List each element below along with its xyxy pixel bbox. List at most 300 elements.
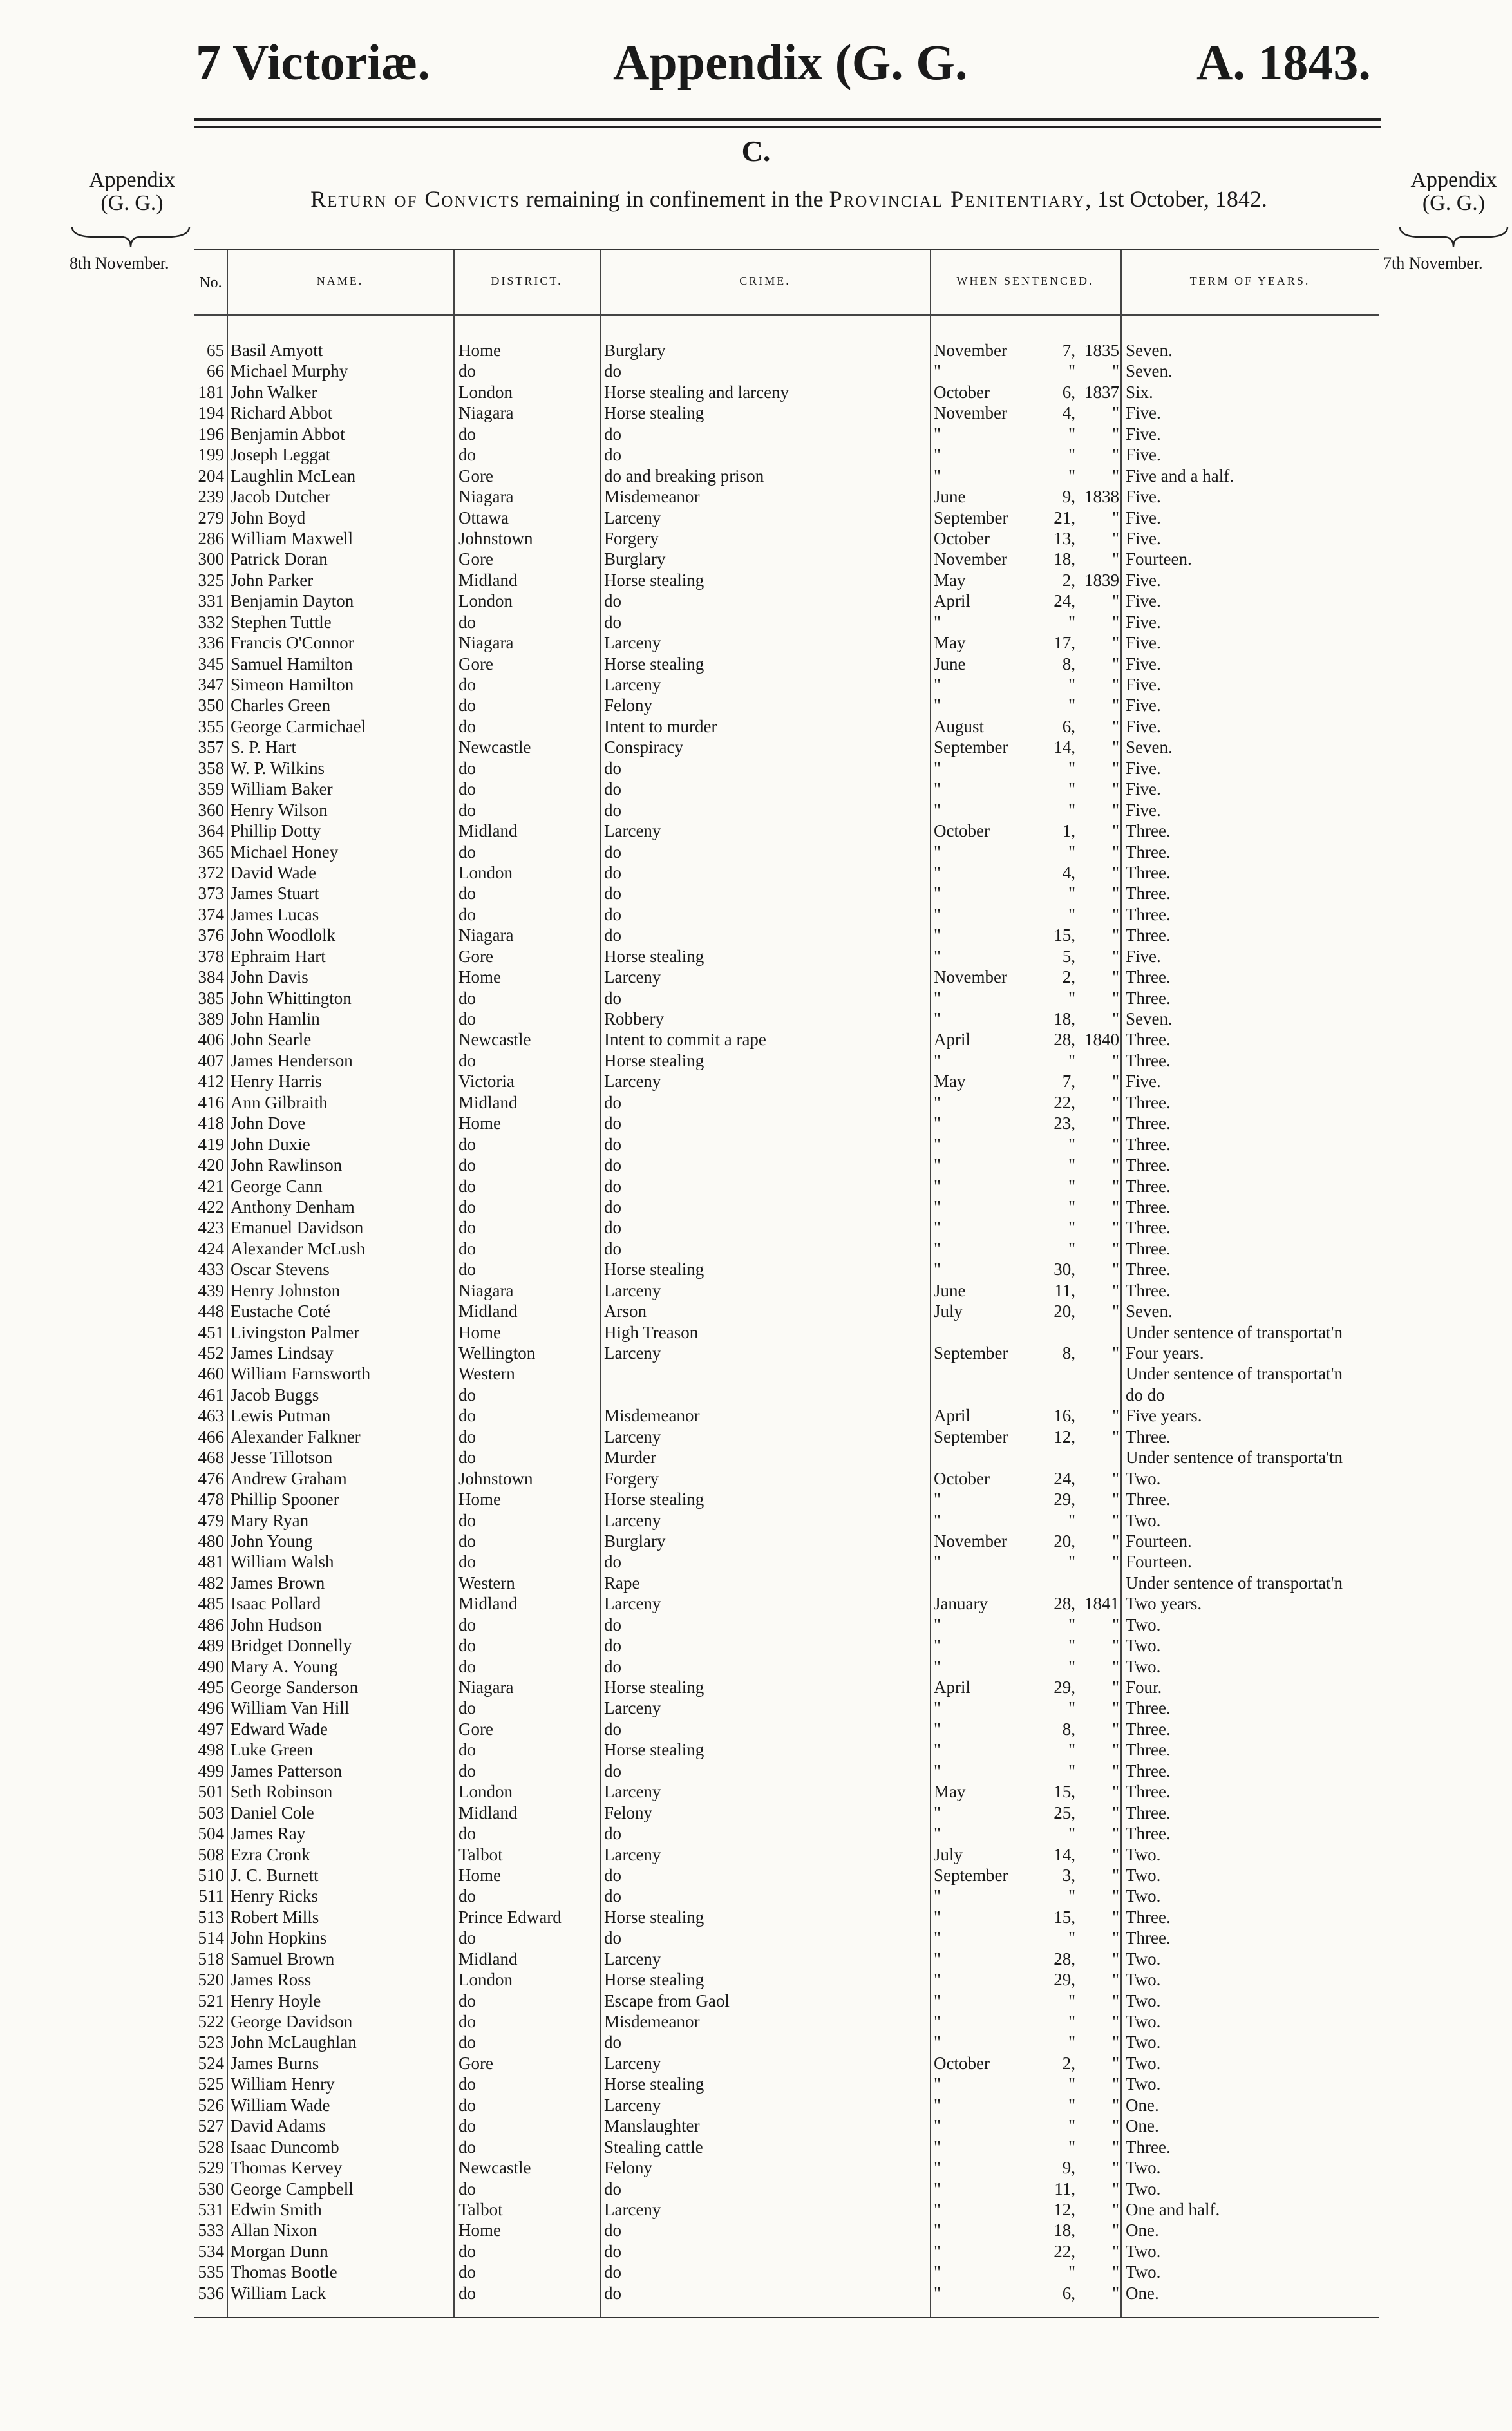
district: Western — [458, 1573, 515, 1593]
row-number: 378 — [198, 946, 224, 966]
district: do — [458, 1740, 476, 1760]
crime: Horse stealing — [604, 1678, 704, 1697]
sentence-year: 1835 — [1084, 341, 1119, 360]
sentence-year: " — [1111, 1949, 1119, 1969]
district: do — [458, 2012, 476, 2031]
district: London — [458, 382, 513, 402]
table-row — [194, 1155, 1379, 1175]
sentence-year: " — [1111, 528, 1119, 548]
row-number: 466 — [198, 1426, 224, 1446]
sentence-day: 7, — [1062, 341, 1075, 360]
table-row — [194, 1259, 1379, 1280]
table-row — [194, 570, 1379, 591]
convict-name: Samuel Hamilton — [231, 654, 353, 674]
crime: Escape from Gaol — [604, 1991, 730, 2010]
term-of-years: Two. — [1126, 1656, 1161, 1676]
sentence-year: " — [1111, 904, 1119, 924]
table-row — [194, 1844, 1379, 1865]
sentence-month: " — [934, 361, 941, 381]
convict-name: John Boyd — [231, 507, 306, 527]
table-row — [194, 2199, 1379, 2220]
sentence-day: " — [1068, 1197, 1075, 1216]
sentence-year: " — [1111, 654, 1119, 674]
sentence-year: " — [1111, 946, 1119, 966]
table-row — [194, 1886, 1379, 1906]
table-row — [194, 988, 1379, 1008]
sentence-year: " — [1111, 1197, 1119, 1216]
sentence-year: 1840 — [1084, 1030, 1119, 1050]
district: do — [458, 1531, 476, 1551]
term-of-years: Two. — [1126, 2012, 1161, 2031]
sentence-year: " — [1111, 1301, 1119, 1321]
table-row — [194, 2137, 1379, 2157]
sentence-day: " — [1068, 1155, 1075, 1175]
table-row — [194, 716, 1379, 737]
sentence-month: October — [934, 821, 990, 841]
sentence-day: 16, — [1054, 1406, 1075, 1426]
term-of-years: Fourteen. — [1126, 1552, 1192, 1572]
term-of-years: Three. — [1126, 1238, 1171, 1258]
row-number: 499 — [198, 1761, 224, 1781]
sentence-month: " — [934, 904, 941, 924]
row-number: 514 — [198, 1928, 224, 1948]
sentence-month: " — [934, 1155, 941, 1175]
convict-name: Joseph Leggat — [231, 445, 331, 465]
sentence-day: " — [1068, 842, 1075, 862]
sentence-month: " — [934, 1009, 941, 1028]
table-row — [194, 1092, 1379, 1113]
term-of-years: do do — [1126, 1385, 1165, 1405]
sentence-day: 12, — [1054, 2199, 1075, 2219]
term-of-years: Three. — [1126, 1907, 1171, 1927]
sentence-year: " — [1111, 1678, 1119, 1697]
district: do — [458, 1050, 476, 1070]
district: Gore — [458, 946, 493, 966]
table-row — [194, 1134, 1379, 1155]
term-of-years: Five. — [1126, 800, 1161, 820]
row-number: 489 — [198, 1636, 224, 1656]
sentence-year: 1837 — [1084, 382, 1119, 402]
table-row — [194, 340, 1379, 361]
sentence-day: " — [1068, 1552, 1075, 1572]
district: Home — [458, 2220, 501, 2240]
crime: do — [604, 1155, 621, 1175]
convict-name: John Woodlolk — [231, 925, 336, 945]
sentence-day: " — [1068, 904, 1075, 924]
sentence-day: " — [1068, 1636, 1075, 1656]
crime: High Treason — [604, 1322, 699, 1342]
table-row — [194, 842, 1379, 862]
term-of-years: Under sentence of transporta'tn — [1126, 1448, 1343, 1468]
table-row — [194, 2157, 1379, 2178]
sentence-month: April — [934, 591, 970, 611]
sentence-year: " — [1111, 1260, 1119, 1280]
row-number: 478 — [198, 1490, 224, 1509]
header-rule-thin — [194, 126, 1381, 128]
district: do — [458, 1824, 476, 1844]
district: do — [458, 800, 476, 820]
crime: do — [604, 1113, 621, 1133]
convict-name: Jesse Tillotson — [231, 1448, 333, 1468]
sentence-month: " — [934, 925, 941, 945]
table-row — [194, 591, 1379, 611]
term-of-years: One. — [1126, 2220, 1159, 2240]
term-of-years: Seven. — [1126, 341, 1173, 360]
sentence-year: " — [1111, 2053, 1119, 2073]
sentence-day: 22, — [1054, 2241, 1075, 2261]
term-of-years: Three. — [1126, 1113, 1171, 1133]
sentence-month: " — [934, 988, 941, 1008]
row-number: 522 — [198, 2012, 224, 2031]
convict-name: Jacob Buggs — [231, 1385, 319, 1405]
row-number: 376 — [198, 925, 224, 945]
sentence-year: " — [1111, 1552, 1119, 1572]
crime: do — [604, 758, 621, 778]
term-of-years: Five. — [1126, 779, 1161, 799]
convict-name: Richard Abbot — [231, 403, 333, 423]
table-row — [194, 1322, 1379, 1343]
convict-name: Edwin Smith — [231, 2199, 322, 2219]
convict-name: Patrick Doran — [231, 549, 328, 569]
convict-name: Mary A. Young — [231, 1656, 338, 1676]
row-number: 535 — [198, 2262, 224, 2282]
row-number: 347 — [198, 675, 224, 694]
row-number: 528 — [198, 2137, 224, 2157]
table-row — [194, 2220, 1379, 2240]
row-number: 518 — [198, 1949, 224, 1969]
sentence-year: " — [1111, 1155, 1119, 1175]
convict-name: William Van Hill — [231, 1698, 350, 1718]
table-row — [194, 654, 1379, 674]
district: do — [458, 445, 476, 465]
sentence-year: " — [1111, 1343, 1119, 1363]
convict-name: Henry Harris — [231, 1072, 322, 1092]
row-number: 345 — [198, 654, 224, 674]
table-row — [194, 1614, 1379, 1635]
sentence-day: " — [1068, 424, 1075, 444]
convict-name: William Lack — [231, 2283, 326, 2303]
term-of-years: Three. — [1126, 1802, 1171, 1822]
district: do — [458, 758, 476, 778]
sentence-year: 1841 — [1084, 1594, 1119, 1614]
sentence-month: " — [934, 2283, 941, 2303]
sentence-day: 1, — [1062, 821, 1075, 841]
header-appendix: Appendix (G. G. — [613, 34, 968, 90]
table-row — [194, 1865, 1379, 1886]
sentence-month: " — [934, 884, 941, 903]
table-row — [194, 925, 1379, 945]
district: Niagara — [458, 633, 514, 653]
row-number: 384 — [198, 967, 224, 987]
table-row — [194, 1739, 1379, 1760]
row-number: 358 — [198, 758, 224, 778]
sentence-day: " — [1068, 1510, 1075, 1530]
crime: do — [604, 1824, 621, 1844]
table-row — [194, 1029, 1379, 1050]
sentence-day: " — [1068, 1991, 1075, 2010]
crime: do — [604, 2283, 621, 2303]
district: Midland — [458, 821, 518, 841]
sentence-month: " — [934, 800, 941, 820]
convict-name: Isaac Duncomb — [231, 2137, 339, 2157]
term-of-years: Three. — [1126, 1782, 1171, 1802]
row-number: 463 — [198, 1406, 224, 1426]
sentence-year: " — [1111, 842, 1119, 862]
district: Niagara — [458, 487, 514, 507]
term-of-years: Three. — [1126, 1719, 1171, 1739]
sentence-year: " — [1111, 1740, 1119, 1760]
convict-name: James Lindsay — [231, 1343, 334, 1363]
sentence-year: " — [1111, 1824, 1119, 1844]
table-row — [194, 2095, 1379, 2115]
table-row — [194, 1343, 1379, 1363]
term-of-years: Fourteen. — [1126, 549, 1192, 569]
sentence-day: 14, — [1054, 1844, 1075, 1864]
convict-name: John Davis — [231, 967, 308, 987]
row-number: 523 — [198, 2032, 224, 2052]
term-of-years: Three. — [1126, 1490, 1171, 1509]
convict-name: Isaac Pollard — [231, 1594, 321, 1614]
convict-name: John Hopkins — [231, 1928, 327, 1948]
crime: Larceny — [604, 1698, 661, 1718]
convict-name: J. C. Burnett — [231, 1865, 319, 1885]
sentence-day: " — [1068, 445, 1075, 465]
sentence-year: " — [1111, 716, 1119, 736]
convict-name: Henry Wilson — [231, 800, 328, 820]
table-row — [194, 737, 1379, 757]
row-number: 498 — [198, 1740, 224, 1760]
row-number: 526 — [198, 2095, 224, 2115]
district: do — [458, 2179, 476, 2199]
sentence-day: " — [1068, 800, 1075, 820]
convict-name: Francis O'Connor — [231, 633, 354, 653]
crime: do — [604, 779, 621, 799]
sentence-month: " — [934, 1113, 941, 1133]
crime: do — [604, 1865, 621, 1885]
table-row — [194, 1781, 1379, 1802]
sentence-month: September — [934, 1343, 1008, 1363]
term-of-years: Under sentence of transportat'n — [1126, 1364, 1343, 1384]
convict-name: Edward Wade — [231, 1719, 328, 1739]
convict-name: Benjamin Dayton — [231, 591, 354, 611]
term-of-years: Five. — [1126, 487, 1161, 507]
district: London — [458, 862, 513, 882]
sentence-year: " — [1111, 2137, 1119, 2157]
crime: do — [604, 1552, 621, 1572]
row-number: 385 — [198, 988, 224, 1008]
term-of-years: Three. — [1126, 1197, 1171, 1216]
district: do — [458, 2137, 476, 2157]
term-of-years: Six. — [1126, 382, 1153, 402]
row-number: 468 — [198, 1448, 224, 1468]
district: London — [458, 1782, 513, 1802]
sentence-year: " — [1111, 2262, 1119, 2282]
term-of-years: Two. — [1126, 2032, 1161, 2052]
district: do — [458, 695, 476, 715]
district: do — [458, 1698, 476, 1718]
convict-name: William Walsh — [231, 1552, 334, 1572]
sentence-year: " — [1111, 695, 1119, 715]
sentence-year: " — [1111, 1865, 1119, 1885]
sentence-day: " — [1068, 1050, 1075, 1070]
term-of-years: Two. — [1126, 2179, 1161, 2199]
side-label-left-line2: (G. G.) — [100, 191, 164, 215]
sentence-year: " — [1111, 1656, 1119, 1676]
sentence-month: September — [934, 1426, 1008, 1446]
crime: Larceny — [604, 1844, 661, 1864]
crime: Larceny — [604, 1280, 661, 1300]
table-row — [194, 2262, 1379, 2282]
convict-name: Andrew Graham — [231, 1468, 347, 1488]
crime: Felony — [604, 1802, 653, 1822]
crime: Horse stealing — [604, 1050, 704, 1070]
term-of-years: Three. — [1126, 1050, 1171, 1070]
crime: do — [604, 1886, 621, 1906]
term-of-years: Two. — [1126, 1468, 1161, 1488]
district: do — [458, 612, 476, 632]
term-of-years: Three. — [1126, 1092, 1171, 1112]
row-number: 529 — [198, 2158, 224, 2178]
table-row — [194, 1280, 1379, 1301]
district: do — [458, 1176, 476, 1196]
term-of-years: Five. — [1126, 591, 1161, 611]
title-part-3: Provincial Penitentiary — [829, 186, 1086, 212]
sentence-month: " — [934, 1740, 941, 1760]
district: Gore — [458, 466, 493, 486]
term-of-years: Three. — [1126, 1155, 1171, 1175]
district: do — [458, 779, 476, 799]
sentence-month: April — [934, 1406, 970, 1426]
crime: Horse stealing — [604, 1260, 704, 1280]
district: do — [458, 675, 476, 694]
district: Niagara — [458, 1678, 514, 1697]
crime: Horse stealing and larceny — [604, 382, 789, 402]
sentence-year: " — [1111, 591, 1119, 611]
sentence-month: " — [934, 1197, 941, 1216]
sentence-year: " — [1111, 1050, 1119, 1070]
district: Midland — [458, 1092, 518, 1112]
crime: Larceny — [604, 675, 661, 694]
term-of-years: Two. — [1126, 1510, 1161, 1530]
sentence-day: 30, — [1054, 1260, 1075, 1280]
convict-name: Luke Green — [231, 1740, 314, 1760]
sentence-day: 18, — [1054, 1009, 1075, 1028]
row-number: 336 — [198, 633, 224, 653]
table-row — [194, 820, 1379, 841]
title-part-1: Return of Convicts — [310, 186, 520, 212]
table-row — [194, 1719, 1379, 1739]
sentence-year: " — [1111, 1719, 1119, 1739]
term-of-years: Five. — [1126, 1072, 1161, 1092]
convict-name: Alexander McLush — [231, 1238, 366, 1258]
sentence-month: " — [934, 862, 941, 882]
sentence-day: " — [1068, 1824, 1075, 1844]
table-row — [194, 1969, 1379, 1990]
row-number: 416 — [198, 1092, 224, 1112]
sentence-month: " — [934, 2179, 941, 2199]
district: do — [458, 1406, 476, 1426]
sentence-year: " — [1111, 925, 1119, 945]
convict-name: John Hamlin — [231, 1009, 320, 1028]
district: Midland — [458, 1301, 518, 1321]
sentence-day: " — [1068, 2074, 1075, 2094]
term-of-years: Five. — [1126, 758, 1161, 778]
district: Prince Edward — [458, 1907, 562, 1927]
sentence-day: 24, — [1054, 591, 1075, 611]
row-number: 422 — [198, 1197, 224, 1216]
sentence-month: " — [934, 946, 941, 966]
sentence-month: May — [934, 570, 966, 590]
term-of-years: Five. — [1126, 507, 1161, 527]
sentence-year: " — [1111, 2032, 1119, 2052]
sentence-year: " — [1111, 800, 1119, 820]
sentence-day: 5, — [1062, 946, 1075, 966]
district: London — [458, 1970, 513, 1990]
sentence-day: " — [1068, 466, 1075, 486]
table-row — [194, 1823, 1379, 1844]
term-of-years: Two. — [1126, 2262, 1161, 2282]
sentence-day: " — [1068, 612, 1075, 632]
sentence-month: " — [934, 758, 941, 778]
convict-name: George Davidson — [231, 2012, 353, 2031]
side-label-right-line1: Appendix — [1410, 168, 1497, 192]
sentence-day: 17, — [1054, 633, 1075, 653]
term-of-years: Two years. — [1126, 1594, 1202, 1614]
crime: do — [604, 925, 621, 945]
convict-name: William Farnsworth — [231, 1364, 371, 1384]
term-of-years: Three. — [1126, 1426, 1171, 1446]
table-row — [194, 1907, 1379, 1927]
row-number: 279 — [198, 507, 224, 527]
district: Newcastle — [458, 737, 531, 757]
sentence-year: " — [1111, 2158, 1119, 2178]
convict-name: James Lucas — [231, 904, 319, 924]
sentence-day: 18, — [1054, 549, 1075, 569]
term-of-years: Two. — [1126, 2158, 1161, 2178]
side-label-left-line1: Appendix — [88, 168, 176, 192]
convict-name: James Henderson — [231, 1050, 353, 1070]
crime: Horse stealing — [604, 403, 704, 423]
sentence-day: 15, — [1054, 1782, 1075, 1802]
convict-name: James Burns — [231, 2053, 319, 2073]
column-header-crime: CRIME. — [739, 274, 791, 287]
header-rule-thick — [194, 118, 1381, 121]
district: do — [458, 2095, 476, 2115]
sentence-month: " — [934, 779, 941, 799]
district: Niagara — [458, 925, 514, 945]
sentence-month: " — [934, 1886, 941, 1906]
district: do — [458, 1426, 476, 1446]
crime: do — [604, 884, 621, 903]
row-number: 204 — [198, 466, 224, 486]
convict-name: John Hudson — [231, 1614, 322, 1634]
sentence-month: " — [934, 1991, 941, 2010]
sentence-year: " — [1111, 424, 1119, 444]
crime: Larceny — [604, 1072, 661, 1092]
table-row — [194, 862, 1379, 883]
sentence-day: " — [1068, 1614, 1075, 1634]
district: Midland — [458, 1949, 518, 1969]
crime: do and breaking prison — [604, 466, 764, 486]
sentence-month: " — [934, 2116, 941, 2136]
convict-name: John Duxie — [231, 1134, 310, 1154]
crime: Intent to murder — [604, 716, 717, 736]
table-row — [194, 1113, 1379, 1133]
sentence-month: November — [934, 341, 1007, 360]
term-of-years: Two. — [1126, 1886, 1161, 1906]
district: Home — [458, 1490, 501, 1509]
district: do — [458, 988, 476, 1008]
